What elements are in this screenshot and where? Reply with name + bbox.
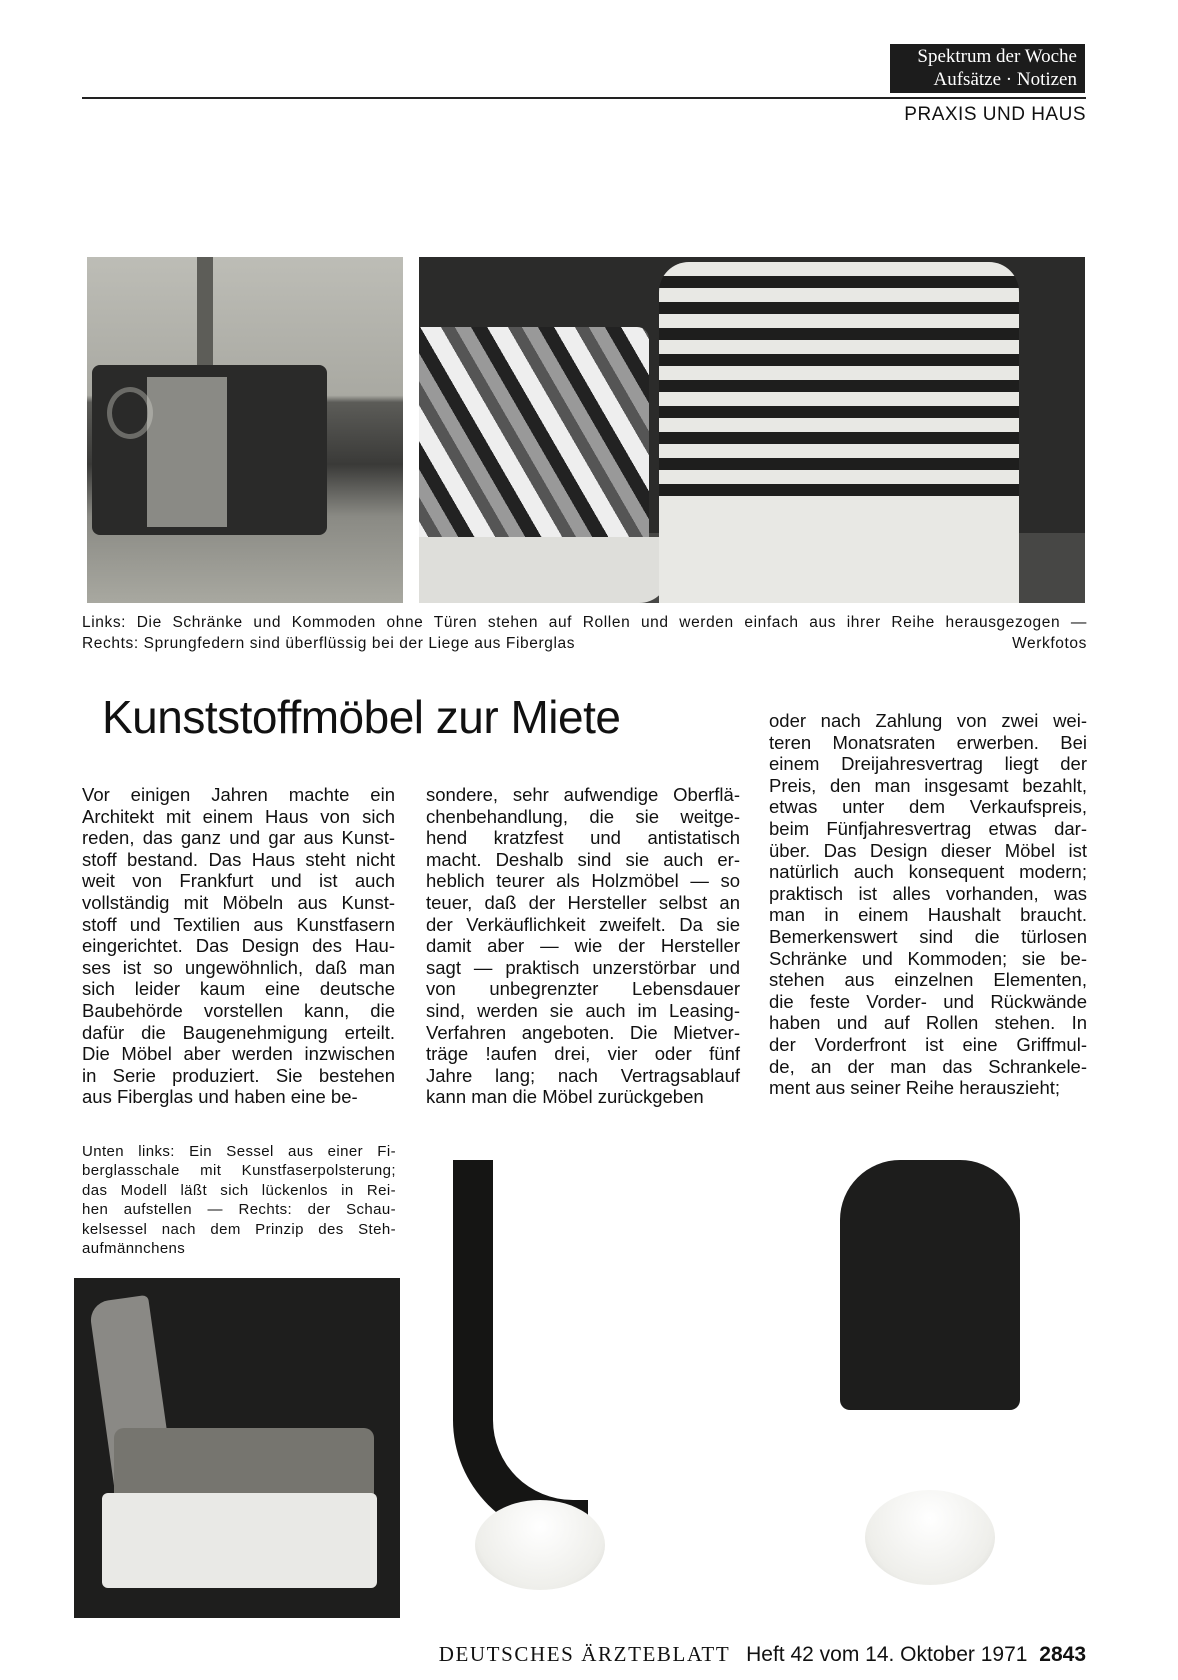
chair-shell [102, 1493, 377, 1588]
article-title: Kunststoffmöbel zur Miete [102, 691, 621, 743]
text-line: haben und auf Rollen stehen. In [769, 1012, 1087, 1034]
text-line: reden, das ganz und gar aus Kunst- [82, 827, 395, 849]
text-line: Architekt mit einem Haus von sich [82, 805, 395, 827]
text-line: hend kratzfest und antistatisch [426, 827, 740, 849]
text-line: beim Fünfjahresvertrag etwas dar- [769, 817, 1087, 839]
text-line: Preis, den man insgesamt bezahlt, [769, 774, 1087, 796]
section-badge [890, 44, 1085, 93]
text-line: kann man die Möbel zurückgeben [426, 1086, 704, 1108]
photo-lounger [419, 257, 1085, 603]
badge-line-2: Aufsätze · Notizen [933, 69, 1077, 90]
text-line: der Vorderfront ist eine Griffmul- [769, 1033, 1087, 1055]
article-column-1 [82, 784, 395, 1108]
text-line: träge !aufen drei, vier oder fünf [426, 1043, 740, 1065]
photo-armchair [74, 1278, 400, 1618]
text-line: etwas unter dem Verkaufspreis, [769, 796, 1087, 818]
text-line: aus Fiberglas und haben eine be- [82, 1086, 358, 1108]
text-line: Unten links: Ein Sessel aus einer Fi- [82, 1143, 396, 1160]
text-line: berglasschale mit Kunstfaserpolsterung; [82, 1162, 396, 1180]
section-title: PRAXIS UND HAUS [904, 104, 1086, 125]
text-line: aufmännchens [82, 1240, 186, 1258]
text-line: stoff und Textilien aus Kunstfasern [82, 913, 395, 935]
article-column-3 [769, 710, 1087, 1099]
round-base [865, 1490, 995, 1585]
text-line: macht. Deshalb sind sie auch er- [426, 848, 740, 870]
text-line: ses ist so ungewöhnlich, daß man [82, 956, 395, 978]
text-line: Baubehörde vorstellen kann, die [82, 999, 395, 1021]
text-line: sagt — praktisch unzerstörbar und [426, 956, 740, 978]
lounger-frame [659, 507, 1019, 603]
text-line: das Modell läßt sich lückenlos in Rei- [82, 1181, 396, 1199]
badge-line-1: Spektrum der Woche [917, 46, 1077, 67]
text-line: stehen aus einzelnen Elementen, [769, 969, 1087, 991]
text-line: die feste Vorder- und Rückwände [769, 990, 1087, 1012]
text-line: teren Monatsraten erwerben. Bei [769, 731, 1087, 753]
text-line: Die Möbel aber werden inzwischen [82, 1043, 395, 1065]
text-line: sondere, sehr aufwendige Oberflä- [426, 784, 740, 805]
text-line: heblich teurer als Holzmöbel — so [426, 870, 740, 892]
text-line: de, an der man das Schrankele- [769, 1055, 1087, 1077]
caption-top-line-1: Links: Die Schränke und Kommoden ohne Türen stehen auf Rollen und werden einfach aus ihrer Reihe herausgezogen — [82, 614, 1087, 631]
text-line: praktisch ist alles vorhanden, was [769, 882, 1087, 904]
text-line: oder nach Zahlung von zwei wei- [769, 710, 1087, 731]
fur-upholstery [453, 1160, 588, 1540]
text-line: Verfahren angeboten. Die Mietver- [426, 1021, 740, 1043]
header-rule [82, 97, 1086, 99]
text-line: dafür die Baugenehmigung erteilt. [82, 1021, 395, 1043]
photo-credit: Werkfotos [1012, 635, 1087, 652]
text-line: von unbegrenzter Lebensdauer [426, 978, 740, 1000]
text-line: über. Das Design dieser Möbel ist [769, 839, 1087, 861]
issue-info: Heft 42 vom 14. Oktober 1971 [746, 1643, 1028, 1666]
wall-strip [197, 257, 213, 367]
text-line: weit von Frankfurt und ist auch [82, 870, 395, 892]
fur-upholstery [840, 1160, 1020, 1410]
text-line: einem Dreijahresvertrag liegt der [769, 753, 1087, 775]
text-line: man in einem Haushalt braucht. [769, 904, 1087, 926]
text-line: der Verkäuflichkeit zweifelt. Da sie [426, 913, 740, 935]
text-line: eingerichtet. Das Design des Hau- [82, 935, 395, 957]
text-line: damit aber — wie der Hersteller [426, 935, 740, 957]
text-line: sich leider kaum eine deutsche [82, 978, 395, 1000]
caption-lower [82, 1142, 396, 1258]
text-line: Vor einigen Jahren machte ein [82, 784, 395, 805]
round-base [475, 1500, 605, 1590]
article-column-2 [426, 784, 740, 1108]
caption-top [82, 612, 1087, 654]
photo-rocking-chair-back [820, 1160, 1040, 1600]
text-line: natürlich auch konsequent modern; [769, 861, 1087, 883]
caption-top-line-2: Rechts: Sprungfedern sind überflüssig bei der Liege aus Fiberglas [82, 635, 576, 652]
stool-base [419, 537, 669, 603]
page-footer [439, 1642, 1086, 1667]
text-line: in Serie produziert. Sie bestehen [82, 1064, 395, 1086]
text-line: vollständig mit Möbeln aus Kunst- [82, 891, 395, 913]
text-line: sind, werden sie auch im Leasing- [426, 999, 740, 1021]
text-line: teuer, daß der Hersteller selbst an [426, 891, 740, 913]
text-line: ment aus seiner Reihe herauszieht; [769, 1077, 1061, 1099]
photo-rocking-chair-side [445, 1160, 635, 1600]
journal-name: DEUTSCHES ÄRZTEBLATT [438, 1642, 731, 1666]
text-line: kelsessel nach dem Prinzip des Steh- [82, 1220, 396, 1238]
text-line: Schränke und Kommoden; sie be- [769, 947, 1087, 969]
text-line: hen aufstellen — Rechts: der Schau- [82, 1201, 396, 1219]
text-line: chenbehandlung, die sie weitge- [426, 805, 740, 827]
striped-stool [419, 327, 649, 557]
photo-cabinets [87, 257, 403, 603]
open-shelf [147, 377, 227, 527]
text-line: Jahre lang; nach Vertragsablauf [426, 1064, 740, 1086]
page-number: 2843 [1039, 1643, 1086, 1666]
text-line: stoff bestand. Das Haus steht nicht [82, 848, 395, 870]
text-line: Bemerkenswert sind die türlosen [769, 925, 1087, 947]
